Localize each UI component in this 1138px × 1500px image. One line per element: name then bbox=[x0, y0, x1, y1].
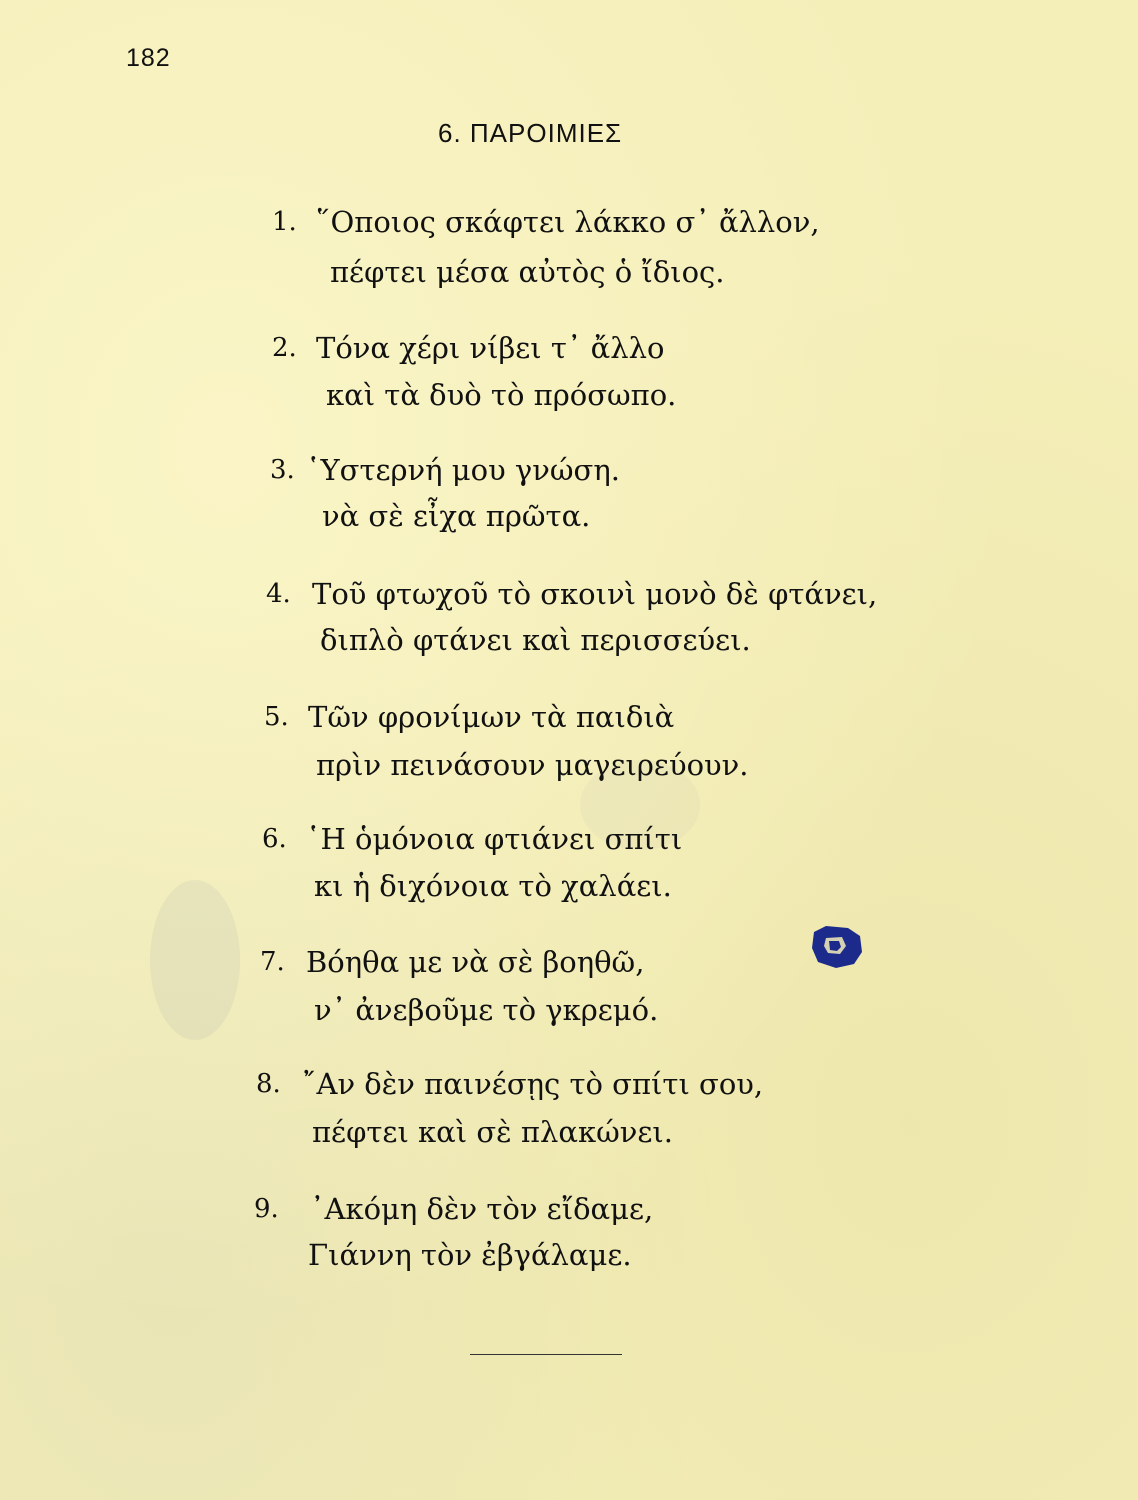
proverb-line-1: ῾Η ὁμόνοια φτιάνει σπίτι bbox=[306, 822, 683, 856]
proverb-number: 8. bbox=[256, 1069, 281, 1099]
proverb-number: 3. bbox=[270, 455, 295, 485]
proverb-number: 9. bbox=[254, 1194, 279, 1224]
proverb-line-2: κι ἡ διχόνοια τὸ χαλάει. bbox=[314, 869, 672, 903]
end-divider bbox=[470, 1354, 622, 1355]
proverb-line-1: ᾽Ακόμη δὲν τὸν εἴδαμε, bbox=[310, 1192, 654, 1226]
page-number: 182 bbox=[126, 44, 171, 72]
proverb-line-1: Βόηθα με νὰ σὲ βοηθῶ, bbox=[306, 945, 645, 979]
proverb-number: 7. bbox=[260, 947, 285, 977]
blue-ink-mark-icon bbox=[808, 922, 864, 970]
section-heading: 6. ΠΑΡΟΙΜΙΕΣ bbox=[438, 118, 623, 148]
paper-stain bbox=[150, 880, 240, 1040]
proverb-line-2: ν᾽ ἀνεβοῦμε τὸ γκρεμό. bbox=[314, 993, 659, 1027]
proverb-line-2: πέφτει καὶ σὲ πλακώνει. bbox=[312, 1115, 673, 1149]
proverb-line-1: ῞Οποιος σκάφτει λάκκο σ᾽ ἄλλον, bbox=[316, 205, 820, 239]
proverb-number: 5. bbox=[264, 702, 289, 732]
proverb-line-2: νὰ σὲ εἶχα πρῶτα. bbox=[322, 499, 591, 533]
proverb-number: 4. bbox=[266, 579, 291, 609]
proverb-number: 1. bbox=[272, 207, 297, 237]
proverb-number: 2. bbox=[272, 333, 297, 363]
proverb-line-1: ῾Υστερνή μου γνώση. bbox=[306, 453, 620, 487]
proverb-line-2: καὶ τὰ δυὸ τὸ πρόσωπο. bbox=[326, 378, 677, 412]
proverb-line-2: πρὶν πεινάσουν μαγειρεύουν. bbox=[316, 748, 749, 782]
proverb-number: 6. bbox=[262, 824, 287, 854]
proverb-line-1: Τοῦ φτωχοῦ τὸ σκοινὶ μονὸ δὲ φτάνει, bbox=[312, 577, 878, 611]
proverb-line-2: Γιάννη τὸν ἐβγάλαμε. bbox=[308, 1238, 632, 1272]
proverb-line-1: Τόνα χέρι νίβει τ᾽ ἄλλο bbox=[316, 331, 665, 365]
proverb-line-2: διπλὸ φτάνει καὶ περισσεύει. bbox=[320, 623, 751, 657]
proverb-line-1: Τῶν φρονίμων τὰ παιδιὰ bbox=[308, 700, 675, 734]
proverb-line-2: πέφτει μέσα αὐτὸς ὁ ἴδιος. bbox=[330, 255, 725, 289]
proverb-line-1: ῎Αν δὲν παινέσῃς τὸ σπίτι σου, bbox=[302, 1067, 764, 1101]
